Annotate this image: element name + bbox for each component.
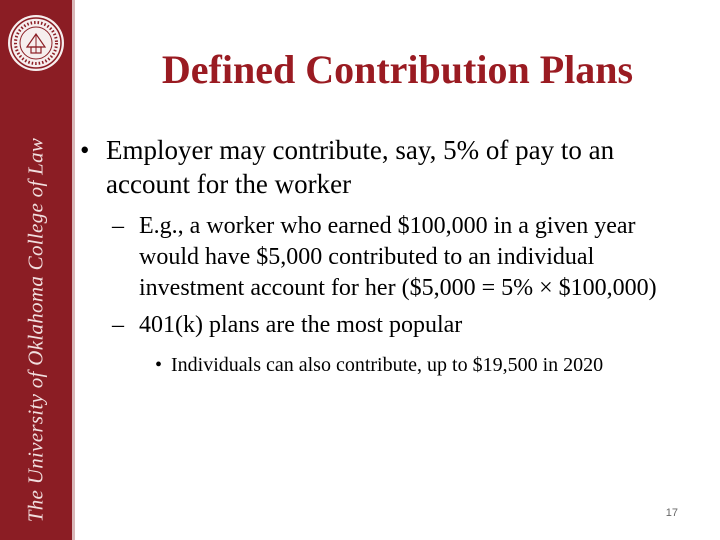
slide-title: Defined Contribution Plans	[161, 47, 634, 92]
institution-name: The University of Oklahoma College of Law	[23, 137, 48, 523]
sidebar	[0, 0, 72, 540]
bullet-marker: •	[80, 135, 90, 165]
dash-marker: –	[112, 213, 124, 239]
bullet-text: Employer may contribute, say, 5% of pay to an account for the worker	[106, 135, 615, 199]
dash-marker: –	[112, 312, 124, 338]
page-number: 17	[665, 507, 678, 519]
bullet-marker: •	[155, 354, 163, 376]
bullet-level-1	[80, 133, 700, 201]
bullet-text: 401(k) plans are the most popular	[139, 312, 463, 338]
bullet-level-2	[80, 211, 700, 304]
bullet-text: E.g., a worker who earned $100,000 in a given year would have $5,000 contributed to an individual investment account for her ($5,000 = 5% × $100,000)	[139, 213, 657, 301]
slide-content	[80, 133, 700, 379]
university-seal-icon	[7, 14, 65, 72]
bullet-level-2	[80, 310, 700, 341]
bullet-text: Individuals can also contribute, up to $19,500 in 2020	[171, 354, 604, 376]
bullet-level-3	[80, 351, 700, 379]
